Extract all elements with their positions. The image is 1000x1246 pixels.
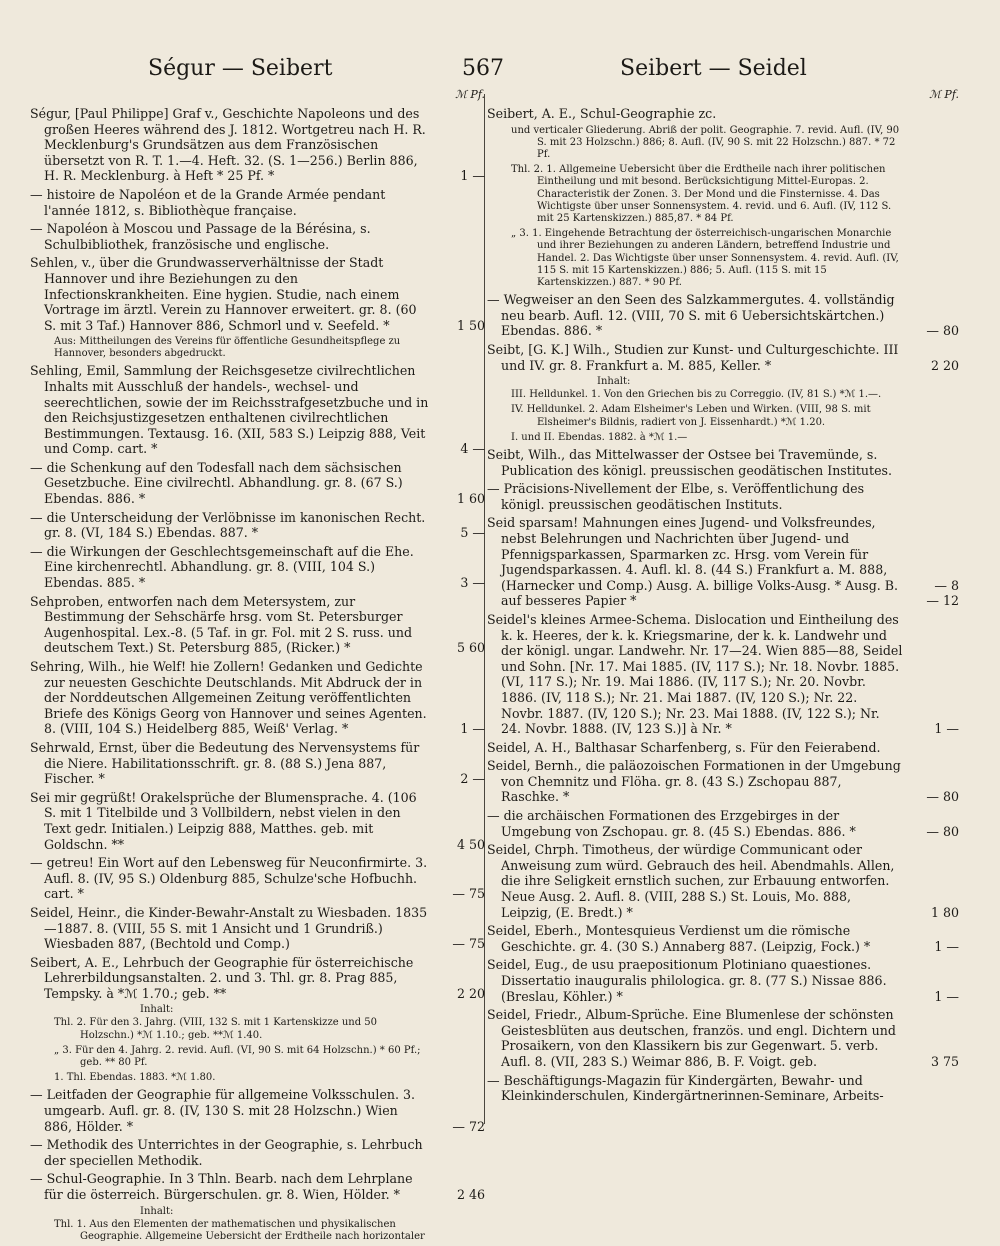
entry-text: „ 3. 1. Eingehende Betrachtung der österreichisch-ungarischen Monarchie und ihrer Beziehungen zu anderen Ländern, betreffend Industrie und Handel. 2. Das Wichtigste über unser Sonnensystem. 4. revid. Aufl. (IV, 115 S. mit 15 Kartenskizzen.) 886; 5. Aufl. (115 S. mit 15 Kartenskizzen.) 887. * 90 Pf. [511,228,899,289]
catalog-entry [487,515,959,609]
entry-text: und verticaler Gliederung. Abriß der polit. Geographie. 7. revid. Aufl. (IV, 90 S. mit 23 Holzschn.) 886; 8. Aufl. (IV, 90 S. mit 22 Holzschn.) 887. * 72 Pf. [511,124,900,160]
entry-text: Inhalt: [140,1004,174,1016]
header-left: Ségur — Seibert [148,56,333,81]
catalog-entry [30,255,485,333]
catalog-entry [30,187,485,218]
catalog-entry [487,612,959,737]
entry-price: 1 80 [930,904,959,920]
entry-price: 2 20 [930,357,959,373]
price-heading-right: ℳ Pf. [929,88,959,101]
entry-text: 1. Thl. Ebendas. 1883. *ℳ 1.80. [54,1072,216,1084]
entry-price: 2 — [460,771,485,787]
entry-text: — Napoléon à Moscou und Passage de la Bérésina, s. Schulbibliothek, französische und englische. [30,221,371,252]
catalog-entry [30,460,485,507]
entry-text: „ 3. Für den 4. Jahrg. 2. revid. Aufl. (VI, 90 S. mit 64 Holzschn.) * 60 Pf.; geb. ** 80 Pf. [54,1044,421,1069]
sub-entry [487,228,959,289]
catalog-entry [487,447,959,478]
entry-price: — 72 [452,1118,485,1134]
catalog-entry [487,1073,959,1104]
catalog-entry [487,481,959,512]
entry-price: 1 — [934,938,959,954]
entry-text: Aus: Mittheilungen des Vereins für öffentliche Gesundheitspflege zu Hannover, besonders abgedruckt. [54,336,401,360]
entry-text: Sehling, Emil, Sammlung der Reichsgesetze civilrechtlichen Inhalts mit Ausschluß der handels-, wechsel- und seerechtlichen, sowie der im Reichsstrafgesetzbuche und in den Reichsjustizgesetzen enthaltenen civilrechtlichen Bestimmungen. Textausg. 16. (XII, 583 S.) Leipzig 888, Veit und Comp. cart. * [30,363,429,457]
entry-text: — Leitfaden der Geographie für allgemeine Volksschulen. 3. umgearb. Aufl. gr. 8. (IV, 130 S. mit 28 Holzschn.) Wien 886, Hölder. * [30,1087,416,1134]
catalog-entry [30,594,485,656]
entry-text: — die Schenkung auf den Todesfall nach dem sächsischen Gesetzbuche. Eine civilrechtl. Abhandlung. gr. 8. (67 S.) Ebendas. 886. * [30,459,403,507]
entry-text: — Präcisions-Nivellement der Elbe, s. Veröffentlichung des königl. preussischen geodätischen Instituts. [487,481,865,512]
entry-price: — 80 [926,823,959,839]
sub-entry [30,1017,485,1041]
entry-price: 1 60 [456,491,485,507]
entry-text: Seidel, Bernh., die paläozoischen Formationen in der Umgebung von Chemnitz und Flöha. gr. 8. (43 S.) Zschopau 887, Raschke. * [487,758,901,805]
entry-text: — Methodik des Unterrichtes in der Geographie, s. Lehrbuch der speciellen Methodik. [30,1137,423,1168]
entry-text: Seidel's kleines Armee-Schema. Dislocation und Eintheilung des k. k. Heeres, der k. k. Kriegsmarine, der k. k. Landwehr und der königl. ungar. Landwehr. Nr. 17—24. Wien 885—88, Seidel und Sohn. [Nr. 17. Mai 1885. (IV, 117 S.); Nr. 18. Novbr. 1885. (VI, 117 S.); Nr. 19. Mai 1886. (IV, 117 S.); Nr. 20. Novbr. 1886. (IV, 118 S.); Nr. 21. Mai 1887. (IV, 120 S.); Nr. 22. Novbr. 1887. (IV, 120 S.); Nr. 23. Mai 1888. (IV, 122 S.); Nr. 24. Novbr. 1888. (IV, 123 S.)] à Nr. * [487,611,903,737]
contents-label [30,1004,485,1016]
catalog-entry [30,905,485,952]
entry-text: Ségur, [Paul Philippe] Graf v., Geschichte Napoleons und des großen Heeres während des J. 1812. Wortgetreu nach H. R. Mecklenburg's Grundsätzen aus dem Französischen übersetzt von R. T. 1.—4. Heft. 32. (S. 1—256.) Berlin 886, H. R. Mecklenburg. à Heft * 25 Pf. * [30,106,426,184]
entry-text: Seidel, A. H., Balthasar Scharfenberg, s. Für den Feierabend. [487,739,881,755]
entry-text: Seidel, Eug., de usu praepositionum Plotiniano quaestiones. Dissertatio inauguralis philologica. gr. 8. (77 S.) Nissae 886. (Breslau, Köhler.) * [487,957,887,1004]
running-header [0,56,1000,92]
entry-price: 1 50 [456,317,485,333]
entry-text: Sehrwald, Ernst, über die Bedeutung des Nervensystems für die Niere. Habilitationsschrift. gr. 8. (88 S.) Jena 887, Fischer. * [30,739,420,787]
entry-text: Sehring, Wilh., hie Welf! hie Zollern! Gedanken und Gedichte zur neuesten Geschichte Deutschlands. Mit Abdruck der in der Norddeutschen Allgemeinen Zeitung veröffentlichten Briefe des Königs Georg von Hannover und seines Agenten. 8. (VIII, 104 S.) Heidelberg 885, Weiß' Verlag. * [30,659,427,737]
catalog-entry [487,740,959,756]
entry-price: 3 — [460,575,485,591]
entry-text: Inhalt: [597,376,631,388]
entry-text: Seibt, [G. K.] Wilh., Studien zur Kunst- und Culturgeschichte. III und IV. gr. 8. Frankfurt a. M. 885, Keller. * [487,342,899,373]
entry-price: 2 20 [456,985,485,1001]
catalog-entry [30,955,485,1002]
entry-text: — die Unterscheidung der Verlöbnisse im kanonischen Recht. gr. 8. (VI, 184 S.) Ebendas. 887. * [30,509,426,541]
entry-price: 1 — [934,721,959,737]
catalog-entry [30,106,485,184]
contents-label [30,1206,485,1218]
entry-price: — 80 [926,789,959,805]
catalog-entry [487,106,959,122]
entry-text: — histoire de Napoléon et de la Grande Armée pendant l'année 1812, s. Bibliothèque française. [30,186,386,218]
catalog-entry [30,659,485,737]
catalog-entry [487,808,959,839]
entry-text: — die Wirkungen der Geschlechtsgemeinschaft auf die Ehe. Eine kirchenrechtl. Abhandlung. gr. 8. (VIII, 104 S.) Ebendas. 885. * [30,543,414,591]
entry-price: 4 — [460,441,485,457]
entry-text: I. und II. Ebendas. 1882. à *ℳ 1.— [511,431,688,443]
entry-price: 1 — [934,988,959,1004]
catalog-entry [30,1137,485,1168]
sub-entry [30,1045,485,1069]
entry-price: — 75 [452,936,485,952]
entry-text: III. Helldunkel. 1. Von den Griechen bis zu Correggio. (IV, 81 S.) *ℳ 1.—. [511,389,882,401]
catalog-entry [30,1171,485,1202]
sub-entry [487,389,959,401]
entry-text: Seidel, Heinr., die Kinder-Bewahr-Anstalt zu Wiesbaden. 1835—1887. 8. (VIII, 55 S. mit 1 Ansicht und 1 Grundriß.) Wiesbaden 887, (Bechtold und Comp.) [30,904,428,952]
catalog-entry [30,740,485,787]
entry-text: Seidel, Chrph. Timotheus, der würdige Communicant oder Anweisung zum würd. Gebrauch des heil. Abendmahls. Allen, die ihre Seligkeit ernstlich suchen, zur Erbauung entworfen. Neue Ausg. 2. Aufl. 8. (VIII, 288 S.) St. Louis, Mo. 888, Leipzig, (E. Bredt.) * [487,842,895,920]
right-column [487,88,959,1107]
catalog-entry [30,363,485,457]
catalog-entry [487,923,959,954]
catalog-entry [487,842,959,920]
entry-price: — 80 [926,323,959,339]
catalog-entry [487,342,959,373]
sub-entry [487,404,959,428]
catalog-entry [30,510,485,541]
entry-text: Thl. 2. Für den 3. Jahrg. (VIII, 132 S. mit 1 Kartenskizze und 50 Holzschn.) *ℳ 1.10.; geb. **ℳ 1.40. [54,1017,377,1041]
entry-text: — Schul-Geographie. In 3 Thln. Bearb. nach dem Lehrplane für die österreich. Bürgerschulen. gr. 8. Wien, Hölder. * [30,1171,413,1203]
entry-text: Seibert, A. E., Lehrbuch der Geographie für österreichische Lehrerbildungsanstalten. 2. und 3. Thl. gr. 8. Prag 885, Tempsky. à *ℳ 1.70.; geb. ** [30,954,414,1001]
entry-text: Sehlen, v., über die Grundwasserverhältnisse der Stadt Hannover und ihre Beziehungen zu den Infectionskrankheiten. Eine hygien. Studie, nach einem Vortrage im ärztl. Verein zu Hannover erweitert. gr. 8. (60 S. mit 3 Taf.) Hannover 886, Schmorl und v. Seefeld. * [30,255,417,333]
sub-entry [487,125,959,162]
catalog-entry [30,544,485,591]
page-number: 567 [462,56,504,81]
entry-text: — Beschäftigungs-Magazin für Kindergärten, Bewahr- und Kleinkinderschulen, Kindergärtnerinnen-Seminare, Arbeits- [487,1072,884,1104]
entry-text: Seibt, Wilh., das Mittelwasser der Ostsee bei Travemünde, s. Publication des königl. preussischen geodätischen Institutes. [487,447,893,478]
entry-price: 1 — [460,168,485,184]
entry-price: 4 50 [456,836,485,852]
catalog-entry [487,758,959,805]
sub-entry [487,164,959,225]
sub-entry [30,1219,485,1243]
entry-text: Seidel, Eberh., Montesquieus Verdienst um die römische Geschichte. gr. 4. (30 S.) Annaberg 887. (Leipzig, Fock.) * [487,923,871,954]
entry-price: — 8 — 12 [926,577,959,609]
entry-text: Sehproben, entworfen nach dem Metersystem, zur Bestimmung der Sehschärfe hrsg. vom St. Petersburger Augenhospital. Lex.-8. (5 Taf. in gr. Fol. mit 2 S. russ. und deutschem Text.) St. Petersburg 885, (Ricker.) * [30,593,413,656]
entry-price: — 75 [452,886,485,902]
entry-text: IV. Helldunkel. 2. Adam Elsheimer's Leben und Wirken. (VIII, 98 S. mit Elsheimer's Bildnis, radiert von J. Eissenhardt.) *ℳ 1.20. [511,404,871,428]
sub-entry [30,1072,485,1084]
entry-text: — Wegweiser an den Seen des Salzkammergutes. 4. vollständig neu bearb. Aufl. 12. (VIII, 70 S. mit 6 Uebersichtskärtchen.) Ebendas. 886. * [487,292,895,339]
entry-note [30,336,485,360]
entry-text: Sei mir gegrüßt! Orakelsprüche der Blumensprache. 4. (106 S. mit 1 Titelbilde und 3 Vollbildern, nebst vielen in den Text gedr. Initialen.) Leipzig 888, Matthes. geb. mit Goldschn. ** [30,789,417,852]
entry-text: Thl. 2. 1. Allgemeine Uebersicht über die Erdtheile nach ihrer politischen Eintheilung und mit besond. Berücksichtigung Mittel-Europas. 2. Characteristik der Zonen. 3. Der Mond und die Finsternisse. 4. Das Wichtigste über unser Sonnensystem. 4. revid. und 6. Aufl. (IV, 112 S. mit 25 Kartenskizzen.) 885,87. * 84 Pf. [511,164,892,225]
catalog-entry [487,957,959,1004]
catalog-entry [487,292,959,339]
entry-price: 2 46 [456,1187,485,1203]
catalog-entry [30,1087,485,1134]
entry-text: — getreu! Ein Wort auf den Lebensweg für Neuconfirmirte. 3. Aufl. 8. (IV, 95 S.) Oldenburg 885, Schulze'sche Hofbuchh. cart. * [30,855,428,902]
header-right: Seibert — Seidel [620,56,807,81]
entry-text: — die archäischen Formationen des Erzgebirges in der Umgebung von Zschopau. gr. 8. (45 S.) Ebendas. 886. * [487,808,856,839]
entry-text: Inhalt: [140,1205,174,1217]
price-heading-left: ℳ Pf. [455,88,485,101]
entry-price: 3 75 [930,1053,959,1069]
contents-label [487,376,959,388]
left-column [30,88,485,1246]
catalog-entry [30,221,485,252]
entry-text: Seibert, A. E., Schul-Geographie zc. [487,106,717,121]
entry-text: Seid sparsam! Mahnungen eines Jugend- und Volksfreundes, nebst Belehrungen und Nachrichten über Jugend- und Pfennigsparkassen, Sparmarken zc. Hrsg. vom Verein für Jugendsparkassen. 4. Aufl. kl. 8. (44 S.) Frankfurt a. M. 888, (Harnecker und Comp.) Ausg. A. billige Volks-Ausg. * Ausg. B. auf besseres Papier * [487,515,899,609]
catalog-entry [487,1007,959,1069]
sub-entry [487,432,959,444]
catalog-entry [30,790,485,852]
entry-price: 1 — [460,721,485,737]
entry-price: 5 60 [456,640,485,656]
entry-text: Thl. 1. Aus den Elementen der mathematischen und physikalischen Geographie. Allgemeine Uebersicht der Erdtheile nach horizontaler [54,1218,425,1242]
catalog-entry [30,855,485,902]
entry-price: 5 — [460,525,485,541]
entry-text: Seidel, Friedr., Album-Sprüche. Eine Blumenlese der schönsten Geistesblüten aus deutschen, französ. und engl. Dichtern und Prosaikern, von den Klassikern bis zur Gegenwart. 5. verb. Aufl. 8. (VII, 283 S.) Weimar 886, B. F. Voigt. geb. [487,1007,896,1069]
